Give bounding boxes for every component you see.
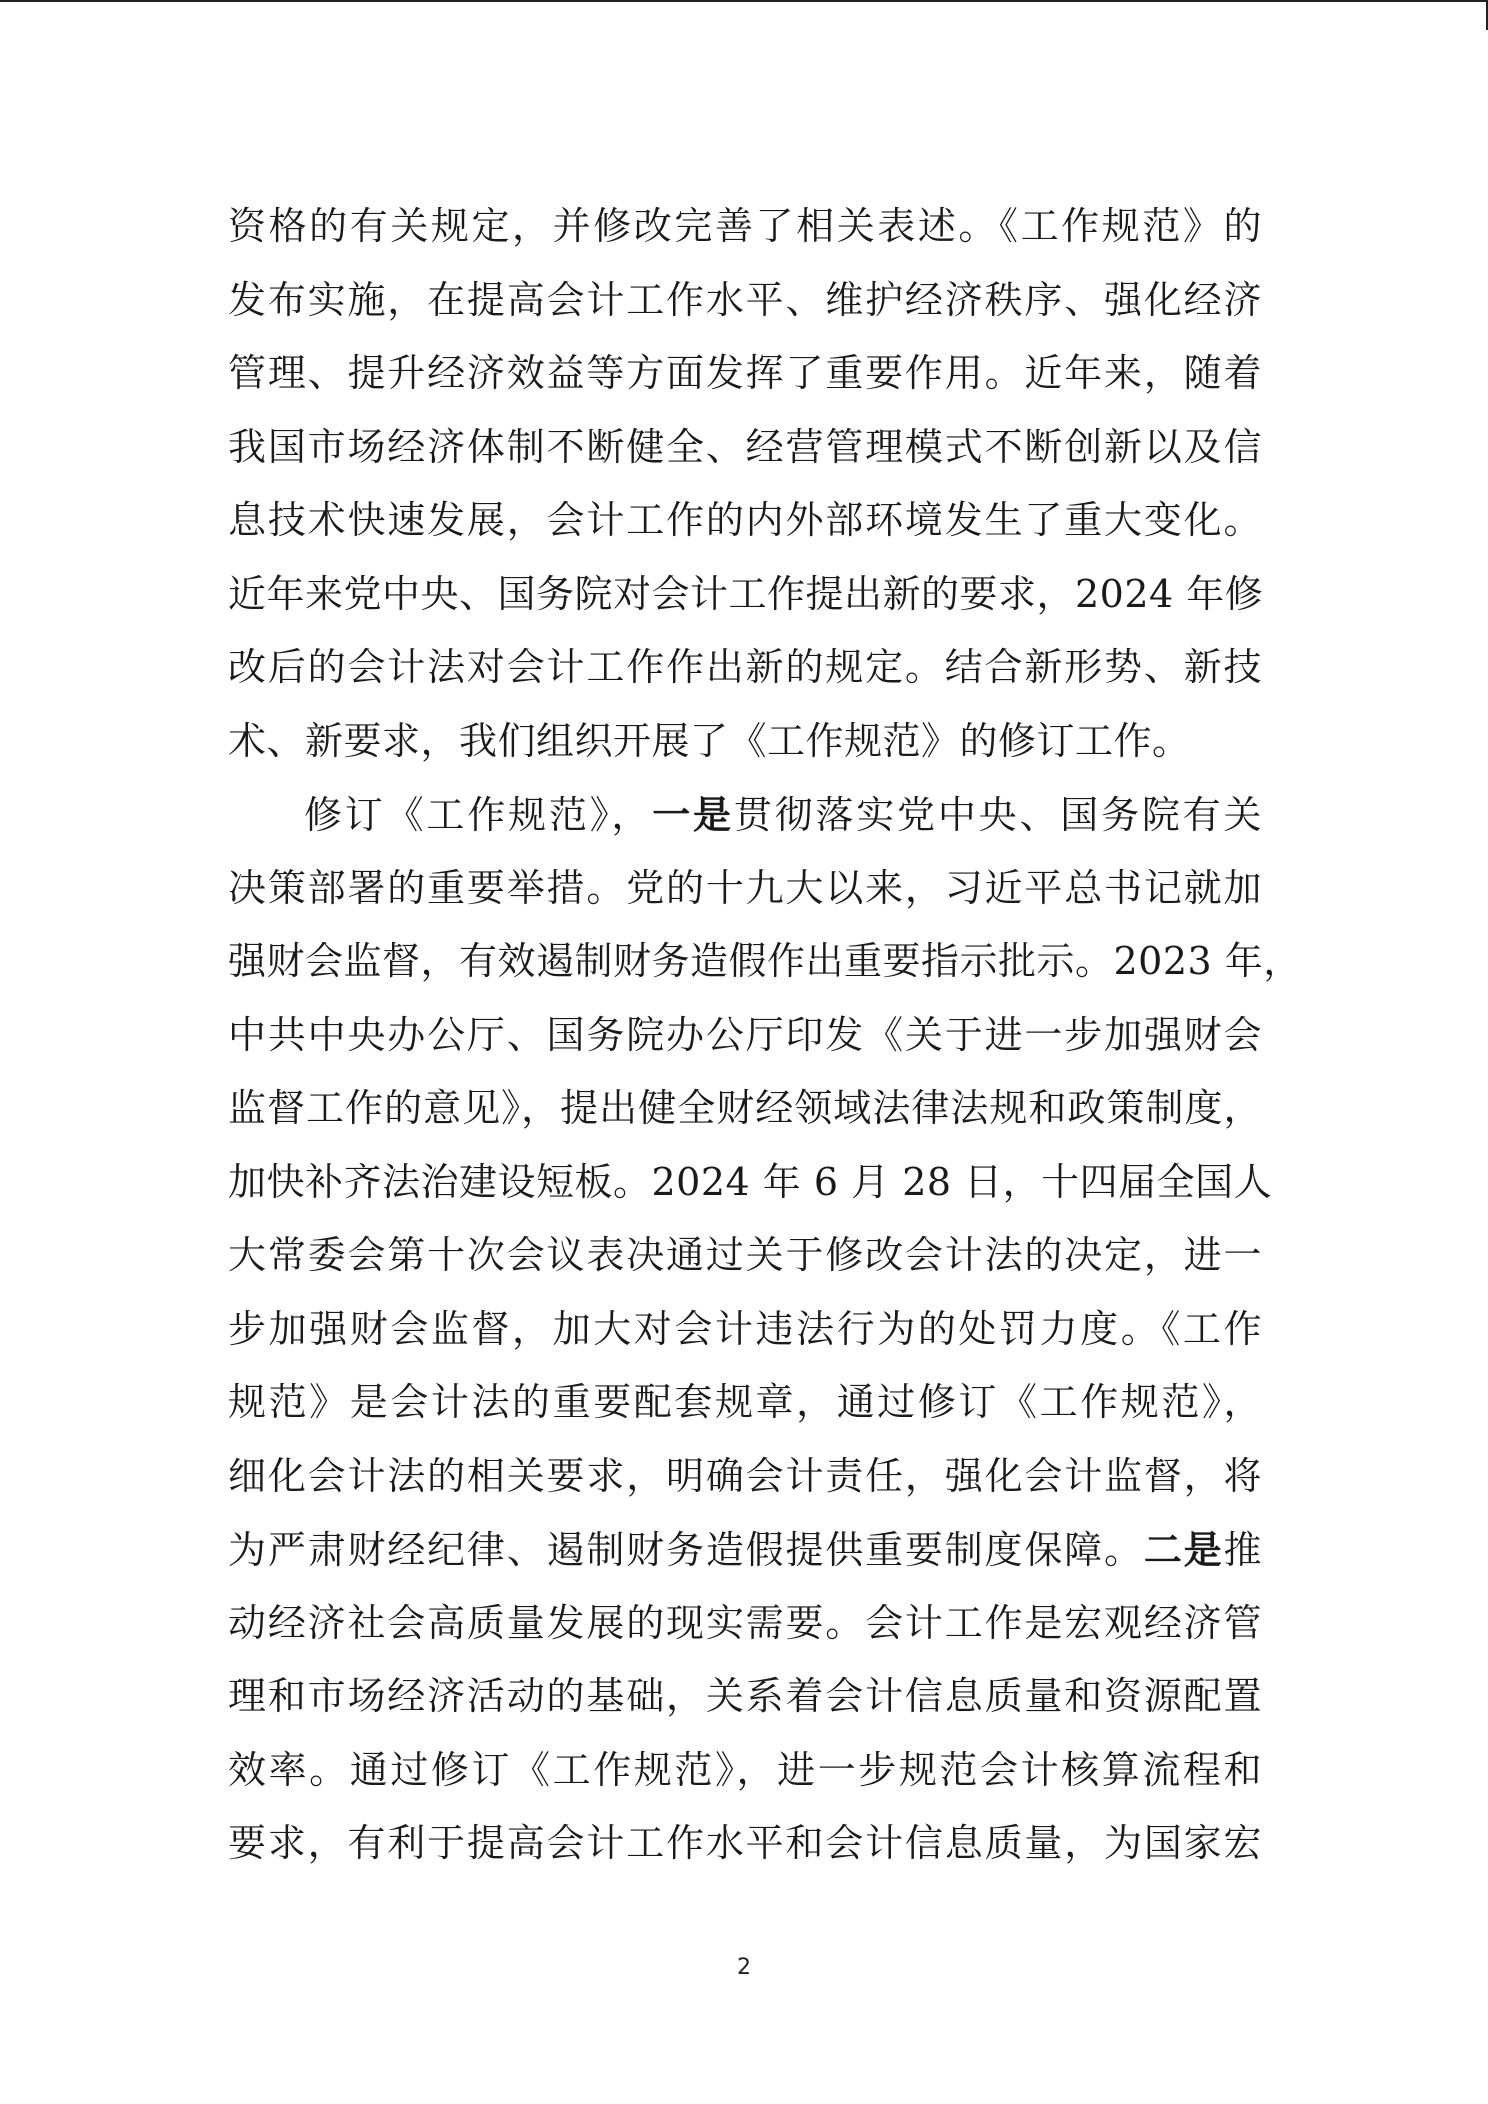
- text-line: [228, 1072, 1262, 1146]
- text-line: [228, 1807, 1262, 1881]
- text-segment: 要求，有利于提高会计工作水平和会计信息质量，为国家宏: [228, 1821, 1262, 1865]
- text-segment: 中共中央办公厅、国务院办公厅印发《关于进一步加强财会: [228, 1012, 1262, 1057]
- text-line: [228, 778, 1262, 852]
- text-line: [228, 190, 1262, 264]
- page-number: 2: [737, 1955, 751, 1980]
- text-segment: 步加强财会监督，加大对会计违法行为的处罚力度。《工作: [228, 1306, 1262, 1351]
- paragraph: [228, 778, 1302, 1881]
- text-line: [228, 1734, 1262, 1808]
- text-segment: 为严肃财经纪律、遏制财务造假提供重要制度保障。: [228, 1528, 1144, 1572]
- text-line: [228, 484, 1262, 558]
- text-segment: 我国市场经济体制不断健全、经营管理模式不断创新以及信: [228, 424, 1262, 469]
- bold-text: 二是: [1143, 1527, 1224, 1572]
- text-line: [228, 1587, 1262, 1661]
- text-line: [228, 337, 1262, 411]
- text-line: [228, 999, 1262, 1073]
- text-segment: 发布实施，在提高会计工作水平、维护经济秩序、强化经济: [228, 277, 1262, 322]
- text-line: [228, 558, 1262, 632]
- paragraph: [228, 190, 1262, 778]
- text-segment: 改后的会计法对会计工作作出新的规定。结合新形势、新技: [228, 645, 1262, 689]
- text-line: [228, 1293, 1262, 1367]
- text-line: [228, 1440, 1262, 1514]
- text-segment: 决策部署的重要举措。党的十九大以来，习近平总书记就加: [228, 865, 1262, 910]
- text-segment: 监督工作的意见》，提出健全财经领域法律法规和政策制度，: [228, 1086, 1262, 1130]
- text-segment: 息技术快速发展，会计工作的内外部环境发生了重大变化。: [228, 498, 1262, 542]
- text-line: [228, 411, 1262, 485]
- text-line: [228, 1660, 1262, 1734]
- bold-text: 一是: [652, 792, 734, 837]
- text-segment: 贯彻落实党中央、国务院有关: [733, 793, 1262, 837]
- text-line: [228, 1146, 1273, 1220]
- text-segment: 术、新要求，我们组织开展了《工作规范》的修订工作。: [228, 718, 1191, 763]
- text-segment: 细化会计法的相关要求，明确会计责任，强化会计监督，将: [228, 1453, 1262, 1498]
- top-border-line: [0, 0, 1488, 2]
- text-segment: 规范》是会计法的重要配套规章，通过修订《工作规范》，: [228, 1380, 1262, 1424]
- text-segment: 大常委会第十次会议表决通过关于修改会计法的决定，进一: [228, 1233, 1262, 1277]
- text-segment: 修订《工作规范》，: [304, 793, 653, 837]
- text-line: [228, 1219, 1262, 1293]
- text-segment: 动经济社会高质量发展的现实需要。会计工作是宏观经济管: [228, 1600, 1262, 1645]
- body-text: [228, 190, 1302, 1881]
- text-segment: 近年来党中央、国务院对会计工作提出新的要求，2024 年修: [228, 571, 1264, 616]
- text-line: [228, 705, 1262, 779]
- text-segment: 管理、提升经济效益等方面发挥了重要作用。近年来，随着: [228, 351, 1262, 395]
- text-line: [228, 925, 1302, 999]
- text-segment: 资格的有关规定，并修改完善了相关表述。《工作规范》的: [228, 204, 1262, 248]
- text-segment: 加快补齐法治建设短板。2024 年 6 月 28 日，十四届全国人: [228, 1159, 1273, 1204]
- text-line: [228, 852, 1262, 926]
- text-segment: 效率。通过修订《工作规范》，进一步规范会计核算流程和: [228, 1747, 1262, 1792]
- text-segment: 理和市场经济活动的基础，关系着会计信息质量和资源配置: [228, 1674, 1262, 1718]
- text-segment: 推: [1223, 1528, 1262, 1572]
- text-line: [228, 264, 1262, 338]
- text-segment: 强财会监督，有效遏制财务造假作出重要指示批示。2023 年，: [228, 939, 1302, 983]
- text-line: [228, 1513, 1262, 1587]
- text-line: [228, 631, 1262, 705]
- text-line: [228, 1366, 1262, 1440]
